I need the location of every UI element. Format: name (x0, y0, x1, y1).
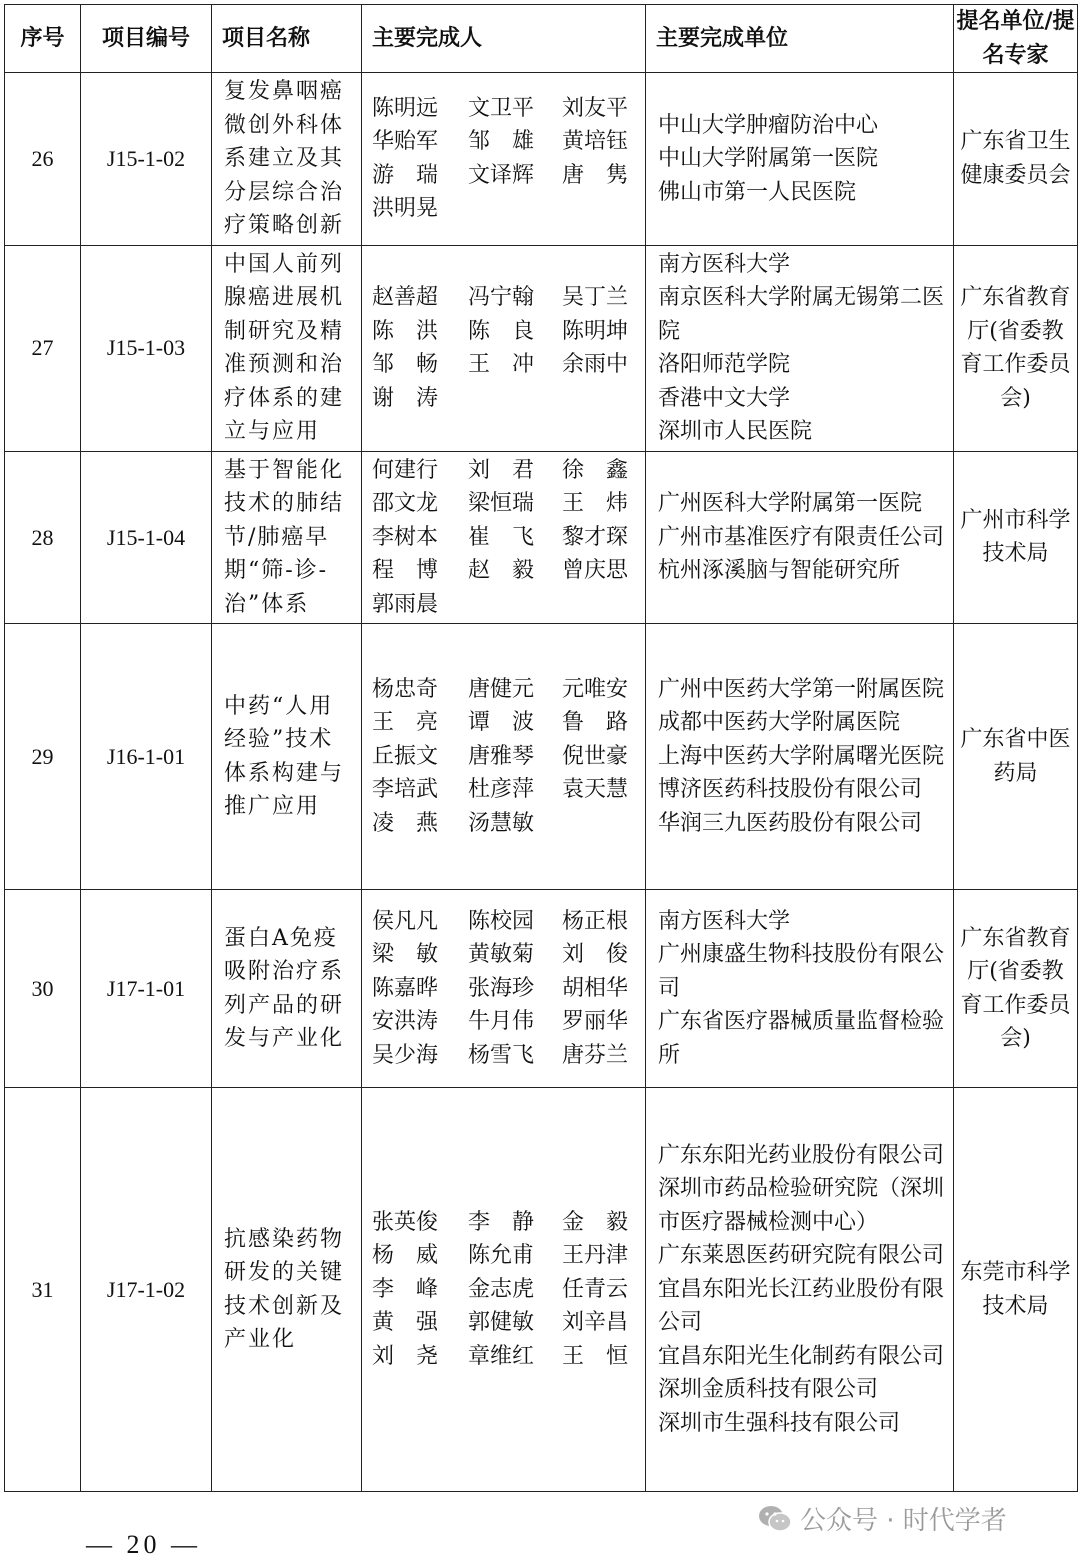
unit-name: 中山大学附属第一医院 (658, 146, 879, 171)
unit-name: 南京医科大学附属无锡第二医院 (658, 285, 945, 344)
unit-name: 香港中文大学 (658, 385, 791, 411)
row-nominator: 广东省教育厅(省委教育工作委员会) (954, 245, 1078, 451)
person-name: 唐雅琴 (468, 743, 535, 769)
person-name: 邹 雄 (468, 129, 535, 155)
person-name: 陈明远 (372, 95, 439, 121)
row-people (362, 890, 646, 1088)
row-seq: 28 (5, 451, 81, 624)
unit-name: 深圳金质科技有限公司 (658, 1377, 879, 1403)
person-name: 张海珍 (468, 975, 535, 1001)
unit-name: 广州市基准医疗有限责任公司 (658, 524, 945, 550)
row-seq: 27 (5, 245, 81, 451)
row-project-name: 基于智能化技术的肺结节/肺癌早期“筛-诊-治”体系 (212, 451, 362, 624)
person-name: 赵善超 (372, 285, 439, 310)
person-name: 刘 俊 (562, 942, 629, 968)
unit-name: 广东莱恩医药研究院有限公司 (658, 1243, 945, 1269)
person-name: 文卫平 (468, 95, 535, 121)
person-name: 任青云 (562, 1276, 629, 1302)
person-name: 李 峰 (372, 1276, 439, 1302)
row-units (646, 451, 954, 624)
table-row (5, 451, 1078, 624)
row-code: J15-1-02 (81, 73, 212, 246)
person-name: 华贻军 (372, 129, 439, 155)
unit-name: 南方医科大学 (658, 908, 791, 934)
person-name: 王 恒 (562, 1343, 629, 1369)
row-code: J17-1-02 (81, 1088, 212, 1492)
wechat-icon (758, 1504, 792, 1534)
person-name: 金志虎 (468, 1276, 535, 1302)
person-name: 谢 涛 (372, 385, 439, 411)
person-name: 黄 强 (372, 1310, 439, 1336)
unit-name: 广东省医疗器械质量监督检验所 (658, 1009, 945, 1068)
unit-name: 成都中医药大学附属医院 (658, 710, 901, 736)
table-header-row (5, 5, 1078, 73)
row-units (646, 245, 954, 451)
row-units (646, 624, 954, 890)
unit-name: 上海中医药大学附属曙光医院 (658, 743, 945, 769)
watermark-text: 公众号 · 时代学者 (800, 1506, 1007, 1536)
person-name: 李培武 (372, 777, 439, 803)
row-units (646, 1088, 954, 1492)
table-row (5, 624, 1078, 890)
person-name: 侯凡凡 (372, 908, 439, 934)
person-name: 李树本 (372, 524, 439, 550)
person-name: 余雨中 (562, 352, 629, 377)
row-seq: 29 (5, 624, 81, 890)
unit-name: 洛阳师范学院 (658, 352, 791, 377)
unit-name: 广东东阳光药业股份有限公司 (658, 1142, 945, 1168)
person-name: 文译辉 (468, 162, 535, 188)
row-people (362, 451, 646, 624)
header-nominator: 提名单位/提名专家 (954, 5, 1078, 73)
table-row (5, 890, 1078, 1088)
person-name: 鲁 路 (562, 710, 629, 736)
person-name: 倪世豪 (562, 743, 629, 769)
row-code: J15-1-03 (81, 245, 212, 451)
person-name: 程 博 (372, 558, 439, 583)
unit-name: 中山大学肿瘤防治中心 (658, 112, 879, 138)
person-name: 赵 毅 (468, 558, 535, 583)
row-units (646, 890, 954, 1088)
unit-name: 华润三九医药股份有限公司 (658, 810, 923, 836)
person-name: 牛月伟 (468, 1009, 535, 1035)
row-project-name: 复发鼻咽癌微创外科体系建立及其分层综合治疗策略创新 (212, 73, 362, 246)
row-nominator: 广东省中医药局 (954, 624, 1078, 890)
person-name: 罗丽华 (562, 1009, 629, 1035)
person-name: 刘 君 (468, 457, 535, 483)
row-people (362, 1088, 646, 1492)
person-name: 李 静 (468, 1209, 535, 1235)
person-name: 何建行 (372, 457, 439, 483)
unit-name: 深圳市药品检验研究院（深圳市医疗器械检测中心） (658, 1176, 945, 1235)
person-name: 邵文龙 (372, 491, 439, 516)
table-row (5, 245, 1078, 451)
person-name: 杨雪飞 (468, 1042, 535, 1068)
header-code: 项目编号 (81, 5, 212, 73)
person-name: 凌 燕 (372, 810, 439, 836)
row-code: J16-1-01 (81, 624, 212, 890)
watermark (758, 1500, 1007, 1537)
page-number: — 20 — (86, 1530, 201, 1559)
person-name: 张英俊 (372, 1209, 439, 1235)
person-name: 王 炜 (562, 491, 629, 516)
person-name: 郭雨晨 (372, 591, 439, 617)
person-name: 刘 尧 (372, 1343, 439, 1369)
header-name: 项目名称 (212, 5, 362, 73)
person-name: 汤慧敏 (468, 810, 535, 836)
person-name: 陈允甫 (468, 1243, 535, 1269)
person-name: 黎才琛 (562, 524, 629, 550)
person-name: 吴丁兰 (562, 285, 629, 310)
row-nominator: 广东省卫生健康委员会 (954, 73, 1078, 246)
row-people (362, 245, 646, 451)
row-nominator: 广州市科学技术局 (954, 451, 1078, 624)
person-name: 崔 飞 (468, 524, 535, 550)
table-body (5, 73, 1078, 1492)
unit-name: 宜昌东阳光长江药业股份有限公司 (658, 1276, 945, 1336)
row-people (362, 73, 646, 246)
person-name: 陈嘉晔 (372, 975, 439, 1001)
unit-name: 佛山市第一人民医院 (658, 179, 857, 205)
row-project-name: 蛋白A免疫吸附治疗系列产品的研发与产业化 (212, 890, 362, 1088)
person-name: 陈明坤 (562, 318, 629, 344)
person-name: 袁天慧 (562, 777, 629, 803)
person-name: 刘友平 (562, 95, 629, 121)
person-name: 梁 敏 (372, 942, 439, 968)
person-name: 杜彦萍 (468, 777, 535, 803)
person-name: 陈校园 (468, 908, 535, 934)
unit-name: 南方医科大学 (658, 251, 791, 277)
header-seq: 序号 (5, 5, 81, 73)
person-name: 胡相华 (562, 975, 629, 1001)
row-code: J15-1-04 (81, 451, 212, 624)
person-name: 谭 波 (468, 710, 535, 736)
unit-name: 深圳市生强科技有限公司 (658, 1410, 901, 1436)
row-project-name: 中药“人用经验”技术体系构建与推广应用 (212, 624, 362, 890)
row-project-name: 抗感染药物研发的关键技术创新及产业化 (212, 1088, 362, 1492)
unit-name: 深圳市人民医院 (658, 419, 813, 444)
awards-table (4, 4, 1078, 1492)
person-name: 徐 鑫 (562, 457, 629, 483)
person-name: 王丹津 (562, 1243, 629, 1269)
person-name: 唐 隽 (562, 162, 629, 188)
person-name: 杨 威 (372, 1243, 439, 1269)
table-row (5, 1088, 1078, 1492)
person-name: 梁恒瑞 (468, 491, 535, 516)
header-units: 主要完成单位 (646, 5, 954, 73)
row-nominator: 东莞市科学技术局 (954, 1088, 1078, 1492)
person-name: 王 亮 (372, 710, 439, 736)
person-name: 刘辛昌 (562, 1310, 629, 1336)
row-nominator: 广东省教育厅(省委教育工作委员会) (954, 890, 1078, 1088)
unit-name: 宜昌东阳光生化制药有限公司 (658, 1343, 945, 1369)
row-code: J17-1-01 (81, 890, 212, 1088)
person-name: 唐芬兰 (562, 1042, 629, 1068)
person-name: 黄培钰 (562, 129, 629, 155)
unit-name: 博济医药科技股份有限公司 (658, 777, 923, 803)
unit-name: 杭州涿溪脑与智能研究所 (658, 558, 901, 583)
person-name: 洪明晃 (372, 196, 439, 222)
table-row (5, 73, 1078, 246)
row-project-name: 中国人前列腺癌进展机制研究及精准预测和治疗体系的建立与应用 (212, 245, 362, 451)
person-name: 元唯安 (562, 676, 629, 702)
unit-name: 广州中医药大学第一附属医院 (658, 676, 945, 702)
person-name: 黄敏菊 (468, 942, 535, 968)
person-name: 邹 畅 (372, 352, 439, 377)
person-name: 曾庆思 (562, 558, 629, 583)
person-name: 王 冲 (468, 352, 535, 377)
person-name: 丘振文 (372, 743, 439, 769)
person-name: 金 毅 (562, 1209, 629, 1235)
row-units (646, 73, 954, 246)
person-name: 游 瑞 (372, 162, 439, 188)
person-name: 杨忠奇 (372, 676, 439, 702)
person-name: 章维红 (468, 1343, 535, 1369)
person-name: 唐健元 (468, 676, 535, 702)
row-seq: 30 (5, 890, 81, 1088)
unit-name: 广州康盛生物科技股份有限公司 (658, 942, 945, 1001)
person-name: 冯宁翰 (468, 285, 535, 310)
person-name: 吴少海 (372, 1042, 439, 1068)
person-name: 陈 洪 (372, 318, 439, 344)
row-people (362, 624, 646, 890)
row-seq: 31 (5, 1088, 81, 1492)
unit-name: 广州医科大学附属第一医院 (658, 491, 923, 516)
person-name: 安洪涛 (372, 1009, 439, 1035)
person-name: 陈 良 (468, 318, 535, 344)
header-people: 主要完成人 (362, 5, 646, 73)
person-name: 郭健敏 (468, 1310, 535, 1336)
person-name: 杨正根 (562, 908, 629, 934)
row-seq: 26 (5, 73, 81, 246)
